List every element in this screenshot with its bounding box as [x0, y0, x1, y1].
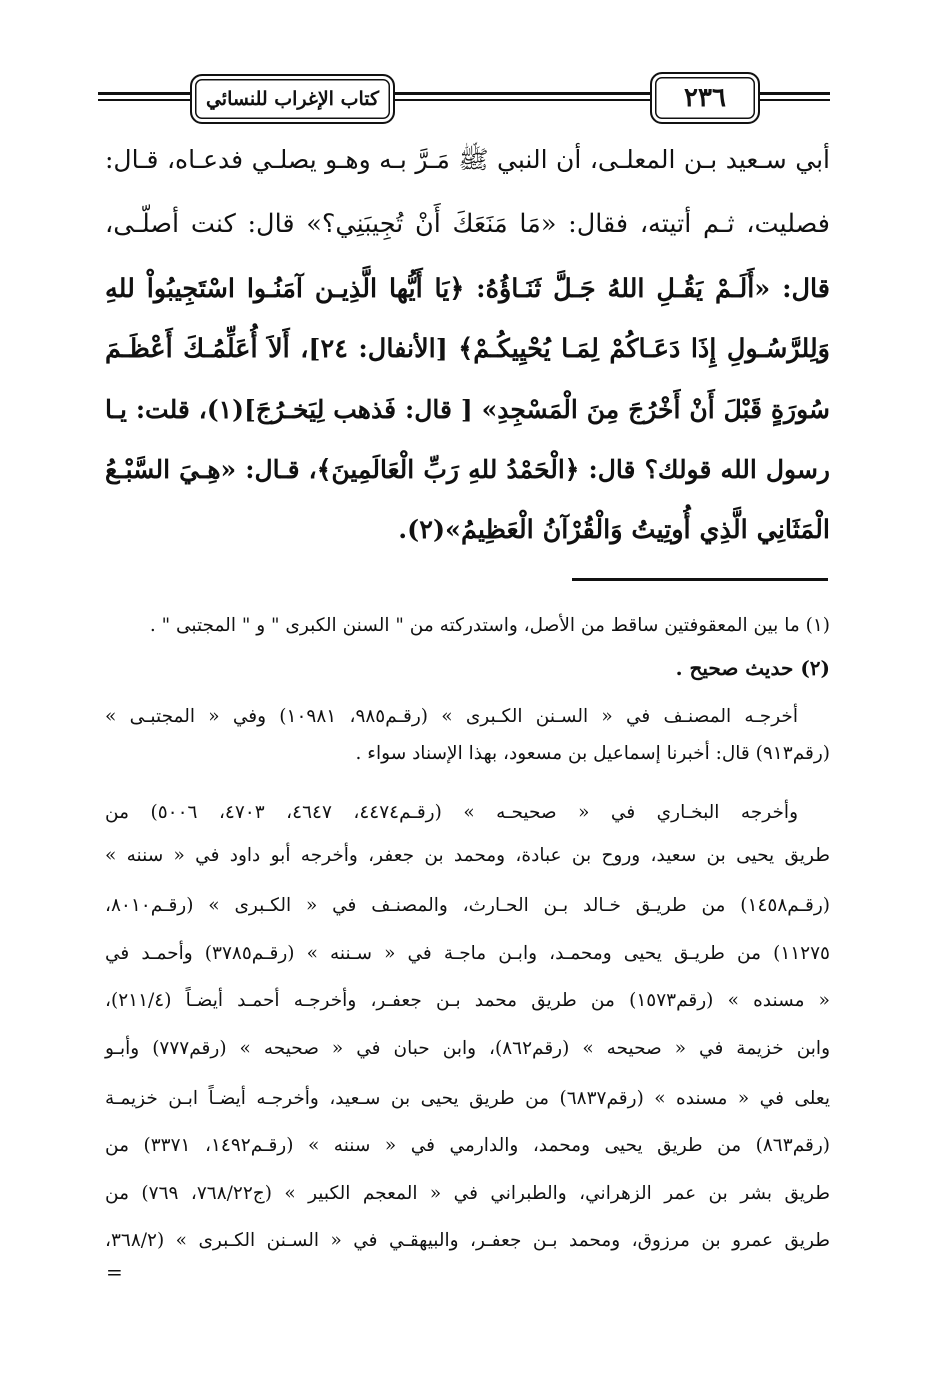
- footnote-separator: [572, 578, 828, 581]
- footnote-para2-line-4: ١١٢٧٥) من طريـق يحيى ومحمـد، وابـن ماجـة في « سـننه » (رقـم٣٧٨٥) وأحمـد في: [105, 943, 830, 964]
- footnote-para2-line-7: يعلى في « مسنده » (رقم٦٨٣٧) من طريق يحيى بن سـعيد، وأخرجـه أيضـاً ابـن خزيمـة: [105, 1088, 830, 1109]
- main-line-1: أبي سـعيد بـن المعلـى، أن النبي ﷺ مَـرَّ بـه وهـو يصلـي فدعـاه، قـال:: [105, 145, 830, 174]
- continuation-mark: =: [106, 1260, 123, 1284]
- page-number: ٢٣٦: [684, 83, 726, 113]
- footnote-para2-line-3: (رقـم١٤٥٨) من طريـق خـالد بـن الحـارث، والمصنـف في « الكـبرى » (رقـم٨٠١٠،: [105, 895, 830, 916]
- header-rule-right: [760, 92, 830, 95]
- main-line-4: وَلِلرَّسُـولِ إِذَا دَعَـاكُمْ لِمَـا يُحْيِيكُـمْ﴾ [الأنفال: ٢٤]، أَلاَ أُعَلِّمُـكَ أَعْظَـمَ: [105, 334, 830, 364]
- book-title-box: [190, 74, 395, 124]
- footnote-para2-line-2: طريق يحيى بن سعيد، وروح بن عبادة، ومحمد بن جعفر، وأخرجه أبو داود في « سننه »: [105, 845, 830, 866]
- footnote-para2-line-9: طريق بشر بن عمر الزهراني، والطبراني في « المعجم الكبير » (ج٧٦٨/٢٢، ٧٦٩) من: [105, 1183, 830, 1204]
- header-rule-middle-thin: [395, 99, 650, 101]
- book-title: كتاب الإغراب للنسائي: [205, 88, 380, 110]
- footnote-para1-line-2: (رقم٩١٣) قال: أخبرنا إسماعيل بن مسعود، بهذا الإسناد سواء .: [355, 743, 830, 764]
- main-line-3: قال: «أَلَـمْ يَقُـلِ اللهُ جَـلَّ ثَنَـاؤُهُ: ﴿يَا أَيُّها الَّذِيـن آمَنُـوا اسْتَجِيبُواْ للهِ: [105, 274, 830, 304]
- main-line-2: فصليت، ثـم أتيته، فقال: «مَا مَنَعَكَ أَنْ تُجِيبَنِي؟» قال: كنت أصلّـى،: [105, 209, 830, 239]
- footnote-para2-line-8: (رقم٨٦٣) من طريق يحيى ومحمد، والدارمي في « سننه » (رقـم١٤٩٢، ٣٣٧١) من: [105, 1135, 830, 1156]
- main-line-6: رسول الله قولك؟ قال: ﴿الْحَمْدُ للهِ رَبِّ الْعَالَمِينَ﴾، قـال: «هِـيَ السَّبْـعُ: [105, 455, 830, 484]
- header-rule-left-thin: [98, 99, 190, 101]
- footnote-2: (٢) حديث صحيح .: [675, 656, 830, 680]
- header-rule-left: [98, 92, 190, 95]
- footnote-para2-line-6: وابن خزيمة في « صحيحه » (رقم٨٦٢)، وابن حبان في « صحيحه » (رقم٧٧٧) وأبـو: [105, 1038, 830, 1059]
- footnote-para2-line-1: وأخرجه البخـاري في « صحيحـه » (رقـم٤٤٧٤، ٤٦٤٧، ٤٧٠٣، ٥٠٠٦) من: [105, 802, 799, 823]
- footnote-1: (١) ما بين المعقوفتين ساقط من الأصل، واستدركته من " السنن الكبرى " و " المجتبى " .: [149, 615, 830, 636]
- header-rule-middle: [395, 92, 650, 95]
- header-rule-right-thin: [760, 99, 830, 101]
- footnote-para2-line-10: طريق عمرو بن مرزوق، ومحمد بـن جعفـر، والبيهقـي في « السـنن الكـبرى » (٣٦٨/٢،: [105, 1230, 830, 1251]
- main-line-5: سُورَةٍ قَبْلَ أَنْ أَخْرُجَ مِنَ الْمَسْجِدِ» [ قال: فَذهب لِيَخـرُجَ](١)، قلت: يـا: [105, 395, 830, 424]
- main-line-7: الْمَثَانِي الَّذِي أُوتِيتُ وَالْقُرْآنُ الْعَظِيمُ»(٢).: [398, 515, 830, 545]
- page-number-box: [650, 72, 760, 124]
- footnote-para1-line-1: أخرجـه المصنـف في « السـنن الكـبرى » (رقـم٩٨٥، ١٠٩٨١) وفي « المجتبـى »: [105, 706, 798, 727]
- footnote-para2-line-5: « مسنده » (رقم١٥٧٣) من طريق محمد بـن جعفـر، وأخرجـه أحمـد أيضـاً (٢١١/٤)،: [105, 990, 830, 1011]
